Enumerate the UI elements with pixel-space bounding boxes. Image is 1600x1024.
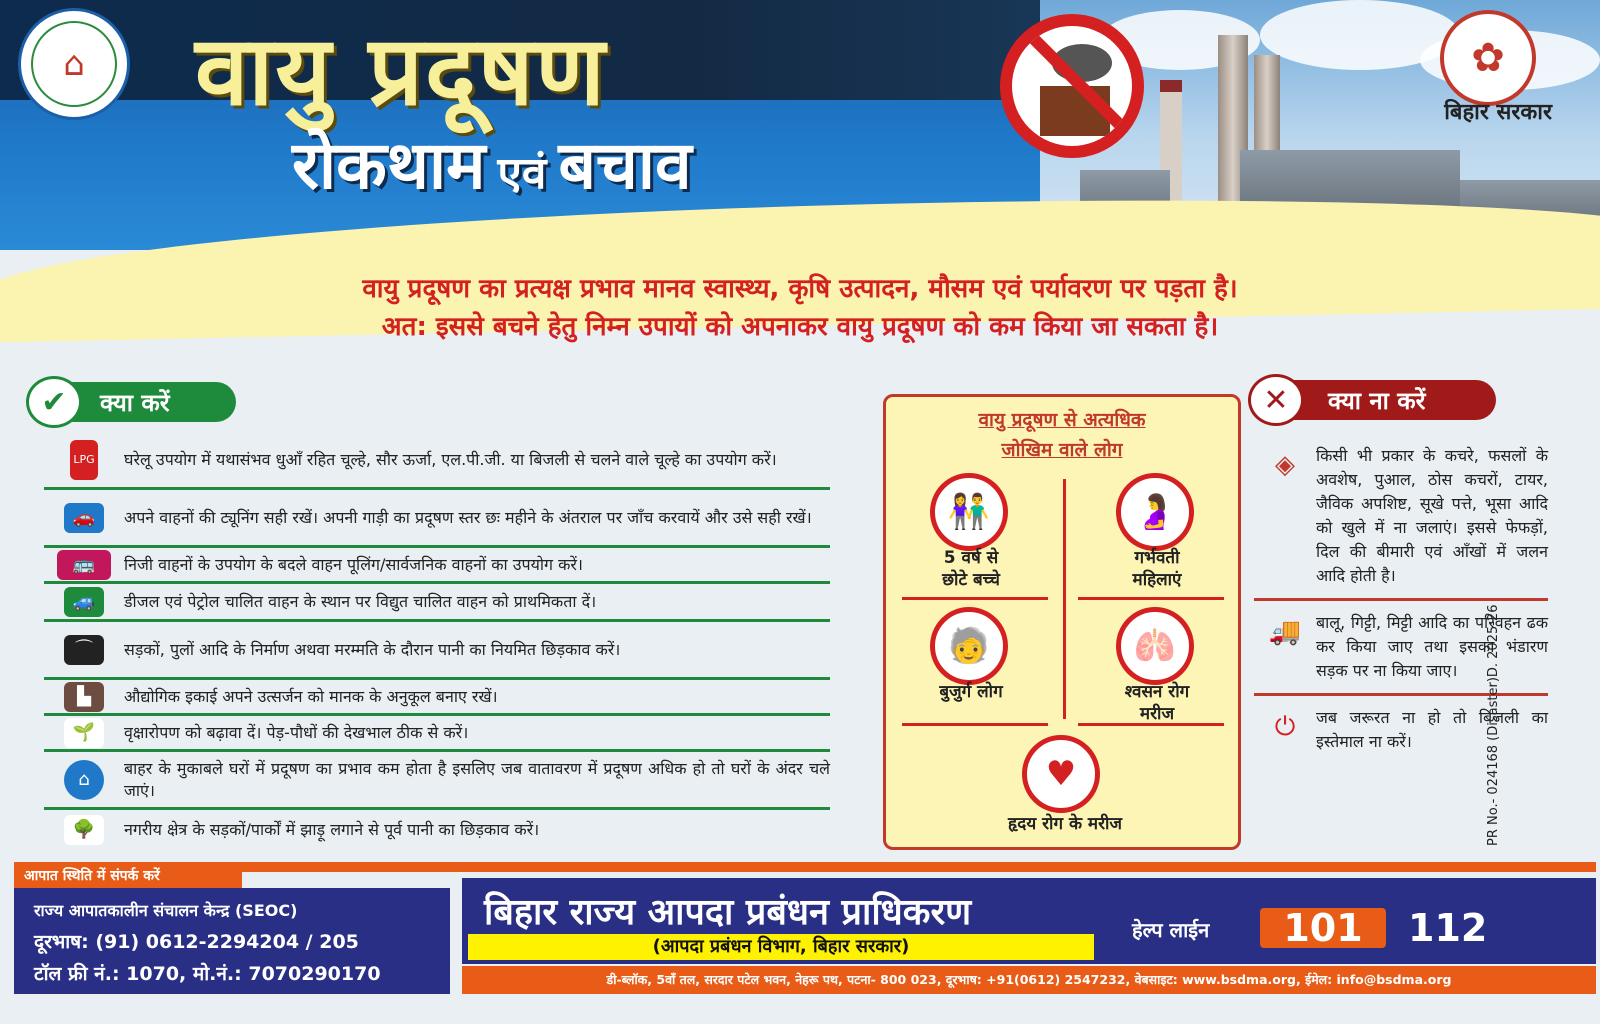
sapling-icon: 🌱 [64,718,104,748]
children-icon: 👫 [930,473,1008,551]
divider [1063,479,1066,719]
organization-subtitle: (आपदा प्रबंधन विभाग, बिहार सरकार) [468,934,1094,960]
intro-line-1: वायु प्रदूषण का प्रत्यक्ष प्रभाव मानव स्वास्थ्य, कृषि उत्पादन, मौसम एवं पर्यावरण पर पड़ता है। [362,274,1238,304]
high-risk-groups-box [883,394,1241,850]
title-sub-part-a: रोकथाम [292,126,486,204]
house-hand-icon: ⌂ [31,21,117,107]
list-item [1254,696,1548,764]
organization-name: बिहार राज्य आपदा प्रबंधन प्राधिकरण [484,891,972,933]
list-item [44,490,830,548]
list-item [44,716,830,752]
tollfree-number: टॉल फ्री नं.: 1070, मो.नं.: 7070290170 [34,963,381,985]
lungs-icon: 🫁 [1116,607,1194,685]
dont-item-text: किसी भी प्रकार के कचरे, फसलों के अवशेष, पुआल, ठोस कचरों, टायर, जैविक अपशिष्ट, सूखे पत्ते, भूसा आदि को खुले में ना जलाएं। इससे फेफड़ों, दिल की बीमारी एवं आँखों में जलन आदि होती है। [1316,446,1548,585]
do-item-text: अपने वाहनों की ट्यूनिंग सही रखें। अपनी गाड़ी का प्रदूषण स्तर छः महीने के अंतराल पर जाँच करवायें और उसे सही रखें। [124,507,812,527]
do-item-text: बाहर के मुकाबले घरों में प्रदूषण का प्रभाव कम होता है इसलिए जब वातावरण में प्रदूषण अधिक हो तो घरों के अंदर चले जाएं। [124,758,830,800]
list-item [44,548,830,584]
seoc-label: राज्य आपातकालीन संचालन केन्द्र (SEOC) [34,901,298,920]
dont-heading [1252,380,1496,420]
risk-group-label [896,681,1046,703]
phone-number: दूरभाष: (91) 0612-2294204 / 205 [34,931,359,953]
house-icon: ⌂ [64,760,104,800]
risk-label-line: श्वसन रोग [1124,682,1190,702]
govt-label: बिहार सरकार [1444,99,1552,125]
factory-icon: ▙ [64,682,104,712]
fire-hazard-icon: ◈ [1275,450,1295,480]
helpline-number-112: 112 [1408,906,1488,950]
risk-label-line: 5 वर्ष से [943,548,999,568]
footer-accent-bar [240,862,1596,872]
do-item-text: डीजल एवं पेट्रोल चालित वाहन के स्थान पर विद्युत चालित वाहन को प्राथमिकता दें। [124,591,597,611]
dont-item-text: जब जरूरत ना हो तो बिजली का इस्तेमाल ना करें। [1316,708,1548,751]
intro-line-2: अत: इससे बचने हेतु निम्न उपायों को अपनाकर वायु प्रदूषण को कम किया जा सकता है। [381,312,1219,342]
do-item-text: सड़कों, पुलों आदि के निर्माण अथवा मरम्मति के दौरान पानी का नियमित छिड़काव करें। [124,639,621,659]
list-item [44,584,830,622]
dont-list [1254,440,1548,764]
title-sub-part-c: बचाव [558,126,692,204]
cross-icon: ✕ [1248,374,1304,426]
pr-number: PR No.- 024168 (Disaster)D. 2025-26 [1486,604,1501,846]
checkmark-icon: ✔ [26,376,82,428]
do-heading [30,382,236,422]
do-heading-label: क्या करें [100,388,170,417]
list-item [44,810,830,850]
contact-tab: आपात स्थिति में संपर्क करें [14,862,242,888]
risk-group-label [896,547,1046,591]
do-item-text: निजी वाहनों के उपयोग के बदले वाहन पूलिंग/सार्वजनिक वाहनों का उपयोग करें। [124,554,584,574]
intro-text [0,270,1600,346]
risk-label-line: महिलाएं [1132,570,1182,590]
address-bar: डी-ब्लॉक, 5वाँ तल, सरदार पटेल भवन, नेहरू पथ, पटना- 800 023, दूरभाष: +91(0612) 2547232, वेबसाइट: www.bsdma.org, ईमेल: info@bsdma.org [462,966,1596,994]
risk-group-label [1082,547,1232,591]
divider [902,597,1048,600]
risk-title-line-1: वायु प्रदूषण से अत्यधिक [978,409,1146,431]
do-item-text: वृक्षारोपण को बढ़ावा दें। पेड़-पौधों की देखभाल ठीक से करें। [124,722,469,742]
risk-group-label [1082,681,1232,725]
risk-box-title [886,405,1238,465]
helpline-label: हेल्प लाईन [1132,918,1210,942]
bus-icon: 🚌 [57,550,111,580]
do-item-text: औद्योगिक इकाई अपने उत्सर्जन को मानक के अनुकूल बनाए रखें। [124,686,498,706]
power-icon: ⏻ [1274,712,1296,742]
pregnant-woman-icon: 🤰 [1116,473,1194,551]
heart-icon: ♥ [1022,735,1100,813]
car-icon: 🚗 [64,503,104,533]
risk-group-label: हृदय रोग के मरीज [1007,814,1123,834]
elderly-icon: 🧓 [930,607,1008,685]
dont-item-text: बालू, गिट्टी, मिट्टी आदि का परिवहन ढक कर किया जाए तथा इसका भंडारण सड़क पर ना किया जाए। [1316,613,1548,680]
risk-label-line: मरीज [1139,704,1175,724]
list-item [1254,440,1548,601]
bihar-emblem-icon: ✿ [1440,10,1536,106]
organization-banner [462,878,1596,964]
list-item [44,680,830,716]
risk-title-line-2: जोखिम वाले लोग [1001,439,1123,461]
title-main: वायु प्रदूषण [195,14,607,127]
list-item [44,752,830,810]
do-list [44,432,830,850]
divider [902,723,1048,726]
title-sub-part-b: एवं [497,148,547,199]
dump-truck-icon: 🚚 [1268,617,1302,647]
divider [1078,597,1224,600]
risk-label-line: बुजुर्ग लोग [939,682,1003,702]
risk-label-line: छोटे बच्चे [942,570,1000,590]
risk-label-line: गर्भवती [1134,548,1180,568]
electric-car-icon: 🚙 [64,587,104,617]
list-item [44,622,830,680]
do-item-text: घरेलू उपयोग में यथासंभव धुआँ रहित चूल्हे, सौर ऊर्जा, एल.पी.जी. या बिजली से चलने वाले चूल्हे का उपयोग करें। [124,449,777,469]
dont-heading-label: क्या ना करें [1328,386,1426,415]
lpg-cylinder-icon: LPG [70,440,98,480]
bridge-icon: ⌒ [64,635,104,665]
list-item [44,432,830,490]
title-sub [292,118,692,208]
park-icon: 🌳 [64,815,104,845]
list-item [1254,601,1548,696]
contact-box [14,888,450,994]
do-item-text: नगरीय क्षेत्र के सड़कों/पार्कों में झाड़ू लगाने से पूर्व पानी का छिड़काव करें। [124,820,540,839]
no-pollution-icon [1000,14,1144,158]
helpline-number-101: 101 [1260,908,1386,948]
bsdma-logo [18,8,130,120]
